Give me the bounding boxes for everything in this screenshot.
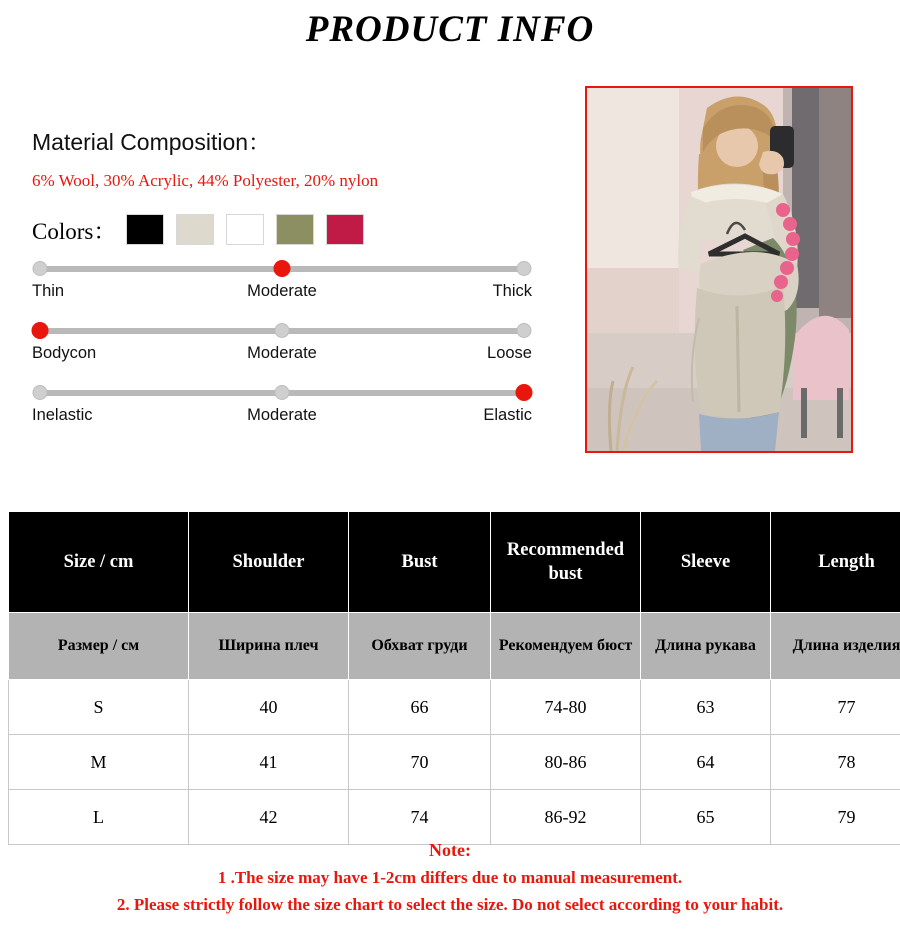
slider-elasticity-label-middle: Moderate [247,406,317,424]
slider-elasticity[interactable] [32,390,532,432]
header-length: Length [771,512,900,613]
header-ru-recommended-bust: Рекомендуем бюст [491,613,641,680]
cell-recommended-bust: 80-86 [491,735,641,790]
header-shoulder: Shoulder [189,512,349,613]
color-swatch-4[interactable] [276,214,314,245]
product-details-column [32,124,562,432]
header-recommended-bust: Recommended bust [491,512,641,613]
slider-thickness-track[interactable] [40,266,524,272]
material-composition-value: 6% Wool, 30% Acrylic, 44% Polyester, 20% nylon [32,171,379,190]
product-photo-illustration [587,88,851,451]
slider-fit-labels [32,344,532,370]
cell-recommended-bust: 74-80 [491,680,641,735]
cell-shoulder: 40 [189,680,349,735]
color-swatch-2[interactable] [176,214,214,245]
slider-thickness-knob-middle[interactable] [274,260,291,277]
cell-sleeve: 63 [641,680,771,735]
header-ru-bust: Обхват груди [349,613,491,680]
cell-length: 77 [771,680,900,735]
table-header-ru [9,613,900,680]
slider-elasticity-label-left: Inelastic [32,406,93,424]
slider-elasticity-labels [32,406,532,432]
cell-shoulder: 42 [189,790,349,845]
slider-fit-knob-middle [275,323,290,338]
slider-elasticity-knob-middle [275,385,290,400]
cell-bust: 74 [349,790,491,845]
colors-row [32,213,562,246]
table-header-en [9,512,900,613]
slider-fit-track[interactable] [40,328,524,334]
cell-recommended-bust: 86-92 [491,790,641,845]
cell-size: M [9,735,189,790]
header-ru-shoulder: Ширина плеч [189,613,349,680]
note-line-1: 1 .The size may have 1-2cm differs due to manual measurement. [217,868,683,887]
table-row [9,790,900,845]
cell-shoulder: 41 [189,735,349,790]
header-bust: Bust [349,512,491,613]
slider-fit-knob-left[interactable] [32,322,49,339]
size-chart [8,511,900,845]
color-swatch-5[interactable] [326,214,364,245]
cell-size: S [9,680,189,735]
slider-fit-label-middle: Moderate [247,344,317,362]
slider-thickness-labels [32,282,532,308]
slider-elasticity-knob-left [33,385,48,400]
slider-elasticity-knob-right[interactable] [516,384,533,401]
note-line-2: 2. Please strictly follow the size chart to select the size. Do not select according to your habit. [116,895,784,914]
slider-thickness-knob-left [33,261,48,276]
slider-fit-label-left: Bodycon [32,344,97,362]
slider-thickness-label-right: Thick [492,282,532,300]
cell-size: L [9,790,189,845]
note-title: Note: [429,840,471,860]
cell-length: 79 [771,790,900,845]
header-ru-size: Размер / см [9,613,189,680]
header-size: Size / cm [9,512,189,613]
cell-bust: 66 [349,680,491,735]
slider-fit-label-right: Loose [487,344,532,362]
color-swatch-1[interactable] [126,214,164,245]
header-ru-sleeve: Длина рукава [641,613,771,680]
slider-elasticity-track[interactable] [40,390,524,396]
slider-thickness-knob-right [517,261,532,276]
slider-fit-knob-right [517,323,532,338]
table-row [9,680,900,735]
material-composition-label: Material Composition： [32,129,272,155]
colors-label: Colors： [32,219,117,244]
size-chart-table [8,511,900,845]
slider-thickness-label-middle: Moderate [247,282,317,300]
product-photo [585,86,853,453]
cell-sleeve: 65 [641,790,771,845]
header-sleeve: Sleeve [641,512,771,613]
header-ru-length: Длина изделия [771,613,900,680]
color-swatch-3[interactable] [226,214,264,245]
cell-length: 78 [771,735,900,790]
cell-sleeve: 64 [641,735,771,790]
slider-thickness-label-left: Thin [32,282,65,300]
slider-elasticity-label-right: Elastic [483,406,532,424]
note-section [0,840,900,922]
slider-thickness[interactable] [32,266,532,308]
page-title: PRODUCT INFO [305,9,595,50]
table-row [9,735,900,790]
cell-bust: 70 [349,735,491,790]
slider-fit[interactable] [32,328,532,370]
